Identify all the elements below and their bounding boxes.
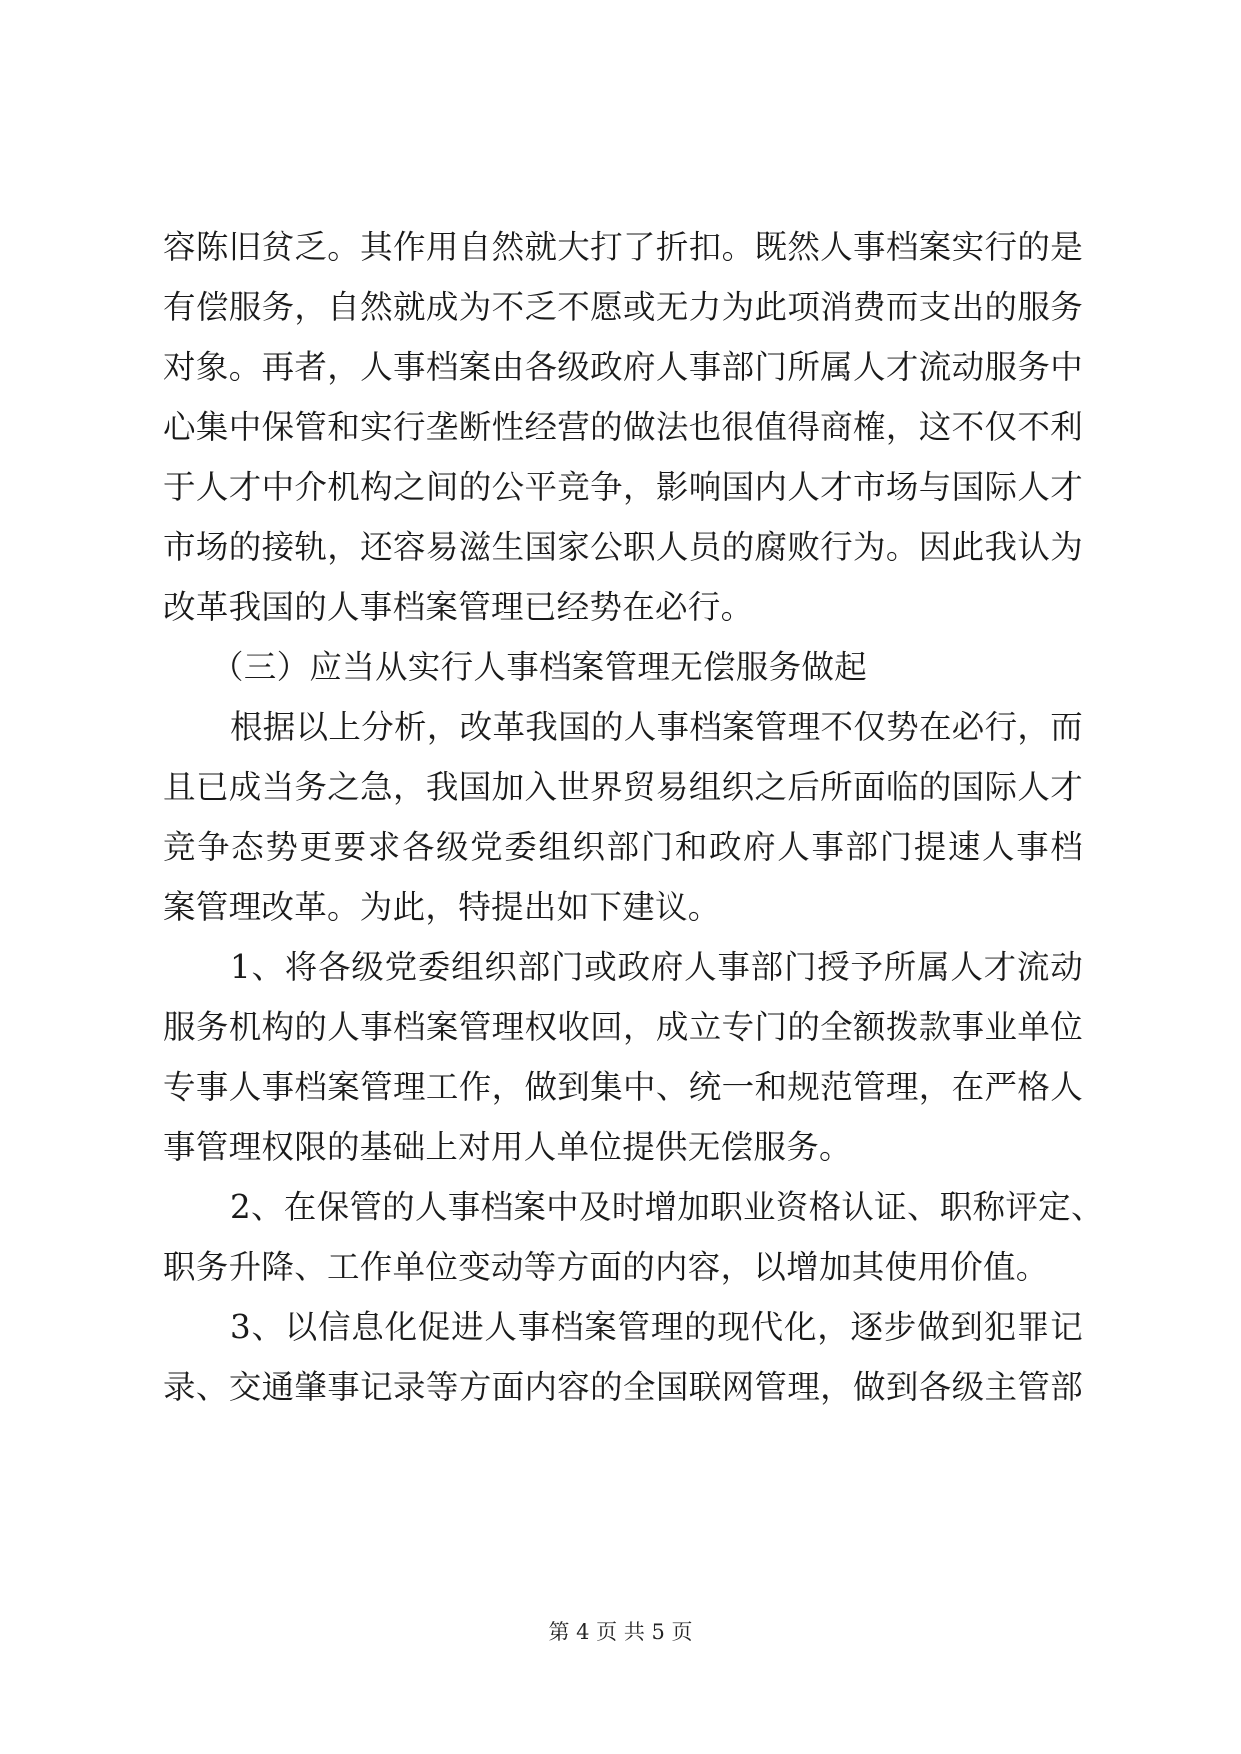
text-line: 市场的接轨，还容易滋生国家公职人员的腐败行为。因此我认为 [163, 528, 1083, 566]
text-line: 有偿服务，自然就成为不乏不愿或无力为此项消费而支出的服务 [163, 288, 1083, 326]
text-line: 对象。再者，人事档案由各级政府人事部门所属人才流动服务中 [163, 348, 1083, 386]
text-line: 改革我国的人事档案管理已经势在必行。 [163, 588, 754, 626]
text-line: 职务升降、工作单位变动等方面的内容，以增加其使用价值。 [163, 1248, 1049, 1286]
text-line: 服务机构的人事档案管理权收回，成立专门的全额拨款事业单位 [163, 1008, 1083, 1046]
text-line: 心集中保管和实行垄断性经营的做法也很值得商榷，这不仅不利 [163, 408, 1083, 446]
list-item-line: 2、在保管的人事档案中及时增加职业资格认证、职称评定、 [230, 1188, 1104, 1226]
text-line: 于人才中介机构之间的公平竞争，影响国内人才市场与国际人才 [163, 468, 1083, 506]
text-line: 录、交通肇事记录等方面内容的全国联网管理，做到各级主管部 [163, 1368, 1083, 1406]
text-line: 事管理权限的基础上对用人单位提供无偿服务。 [163, 1128, 852, 1166]
text-line: 且已成当务之急，我国加入世界贸易组织之后所面临的国际人才 [163, 768, 1083, 806]
text-line: 竞争态势更要求各级党委组织部门和政府人事部门提速人事档 [163, 828, 1083, 866]
list-item-line: 3、以信息化促进人事档案管理的现代化，逐步做到犯罪记 [230, 1308, 1083, 1346]
text-line: 专事人事档案管理工作，做到集中、统一和规范管理，在严格人 [163, 1068, 1083, 1106]
text-line: 根据以上分析，改革我国的人事档案管理不仅势在必行，而 [230, 708, 1083, 746]
section-heading: （三）应当从实行人事档案管理无偿服务做起 [211, 648, 868, 686]
text-line: 容陈旧贫乏。其作用自然就大打了折扣。既然人事档案实行的是 [163, 228, 1083, 266]
page-number-footer: 第 4 页 共 5 页 [548, 1620, 693, 1644]
list-item-line: 1、将各级党委组织部门或政府人事部门授予所属人才流动 [230, 948, 1083, 986]
text-line: 案管理改革。为此，特提出如下建议。 [163, 888, 721, 926]
